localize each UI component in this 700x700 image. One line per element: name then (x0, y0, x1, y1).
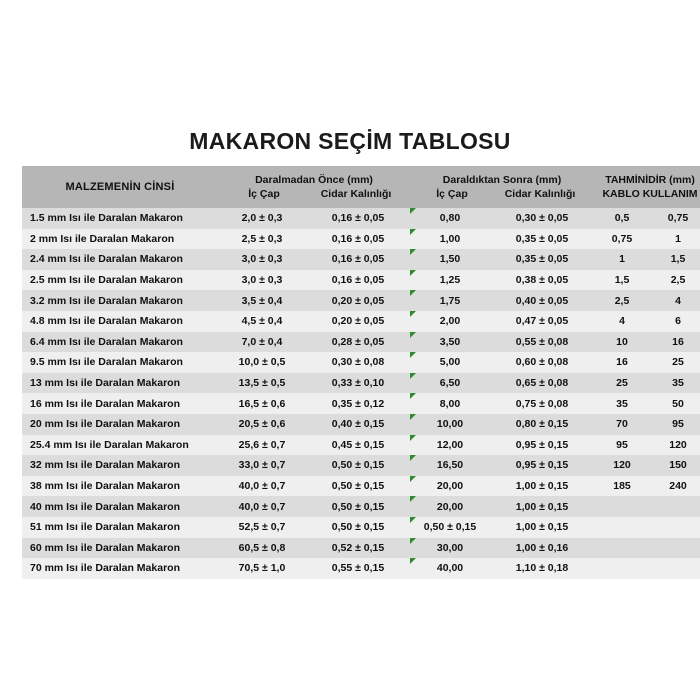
cell-cable-min: 4 (619, 315, 625, 328)
cell-material: 51 mm Isı ile Daralan Makaron (30, 521, 180, 534)
cell-cable-max: 35 (672, 377, 684, 390)
table-body (22, 208, 700, 579)
cell-material: 70 mm Isı ile Daralan Makaron (30, 562, 180, 575)
cell-cable-min: 1 (619, 253, 625, 266)
cell-before-inner-diameter: 16,5 ± 0,6 (238, 397, 286, 410)
table-row (22, 435, 700, 456)
table-row (22, 229, 700, 250)
cell-material: 32 mm Isı ile Daralan Makaron (30, 459, 180, 472)
header-estimate-group (594, 166, 700, 208)
cell-cable-min: 0,5 (614, 212, 630, 225)
cell-after-inner-diameter: 40,00 (410, 558, 490, 579)
cell-before-inner-diameter: 2,5 ± 0,3 (241, 232, 283, 245)
cell-before-wall-thickness: 0,50 ± 0,15 (331, 500, 385, 513)
header-after-inner: İç Çap (436, 188, 468, 200)
table-row (22, 517, 700, 538)
cell-cable-max: 150 (669, 459, 687, 472)
spec-table-container (22, 166, 698, 579)
cell-before-inner-diameter: 33,0 ± 0,7 (238, 459, 286, 472)
cell-after-inner-diameter: 6,50 (410, 373, 490, 394)
cell-cable-min (594, 496, 650, 517)
cell-after-inner-diameter: 20,00 (410, 496, 490, 517)
cell-before-inner-diameter: 7,0 ± 0,4 (241, 335, 283, 348)
cell-before-wall-thickness: 0,30 ± 0,08 (331, 356, 385, 369)
cell-material: 20 mm Isı ile Daralan Makaron (30, 418, 180, 431)
cell-before-inner-diameter: 3,0 ± 0,3 (241, 274, 283, 287)
cell-cable-min: 70 (616, 418, 628, 431)
cell-after-wall-thickness: 0,35 ± 0,05 (515, 253, 569, 266)
cell-after-wall-thickness: 0,40 ± 0,05 (515, 294, 569, 307)
table-row (22, 538, 700, 559)
cell-after-wall-thickness: 1,00 ± 0,15 (515, 500, 569, 513)
cell-before-wall-thickness: 0,50 ± 0,15 (331, 459, 385, 472)
header-after-group (410, 166, 594, 208)
cell-after-inner-diameter: 2,00 (410, 311, 490, 332)
cell-cable-min: 35 (616, 397, 628, 410)
cell-before-wall-thickness: 0,20 ± 0,05 (331, 315, 385, 328)
cell-cable-max (650, 517, 700, 538)
cell-material: 2.5 mm Isı ile Daralan Makaron (30, 274, 183, 287)
cell-cable-min: 0,75 (611, 232, 633, 245)
makaron-selection-table (22, 166, 700, 579)
cell-cable-max: 16 (672, 335, 684, 348)
cell-before-wall-thickness: 0,28 ± 0,05 (331, 335, 385, 348)
table-row (22, 476, 700, 497)
cell-material: 16 mm Isı ile Daralan Makaron (30, 397, 180, 410)
cell-before-wall-thickness: 0,50 ± 0,15 (331, 521, 385, 534)
cell-after-inner-diameter: 3,50 (410, 332, 490, 353)
cell-cable-max: 1,5 (670, 253, 686, 266)
cell-cable-min (594, 538, 650, 559)
cell-after-inner-diameter: 12,00 (410, 435, 490, 456)
cell-after-inner-diameter: 10,00 (410, 414, 490, 435)
cell-after-wall-thickness: 0,65 ± 0,08 (515, 377, 569, 390)
header-before-group (218, 166, 410, 208)
header-cable-use: KABLO KULLANIM (602, 188, 698, 200)
cell-before-inner-diameter: 25,6 ± 0,7 (238, 438, 286, 451)
cell-after-inner-diameter: 8,00 (410, 393, 490, 414)
cell-cable-min: 25 (616, 377, 628, 390)
cell-after-inner-diameter: 30,00 (410, 538, 490, 559)
cell-cable-min (594, 517, 650, 538)
cell-cable-min: 2,5 (614, 294, 630, 307)
cell-cable-min: 95 (616, 438, 628, 451)
cell-before-wall-thickness: 0,16 ± 0,05 (331, 232, 385, 245)
cell-before-inner-diameter: 13,5 ± 0,5 (238, 377, 286, 390)
cell-before-inner-diameter: 4,5 ± 0,4 (241, 315, 283, 328)
table-header (22, 166, 700, 208)
cell-material: 40 mm Isı ile Daralan Makaron (30, 500, 180, 513)
cell-before-wall-thickness: 0,20 ± 0,05 (331, 294, 385, 307)
cell-after-inner-diameter: 1,00 (410, 229, 490, 250)
cell-after-inner-diameter: 1,50 (410, 249, 490, 270)
cell-material: 4.8 mm Isı ile Daralan Makaron (30, 315, 183, 328)
header-before-subs (218, 187, 410, 201)
cell-cable-max: 6 (675, 315, 681, 328)
table-row (22, 249, 700, 270)
cell-after-inner-diameter: 20,00 (410, 476, 490, 497)
cell-cable-max (650, 496, 700, 517)
cell-after-wall-thickness: 0,75 ± 0,08 (515, 397, 569, 410)
cell-before-wall-thickness: 0,50 ± 0,15 (331, 480, 385, 493)
cell-after-wall-thickness: 0,60 ± 0,08 (515, 356, 569, 369)
cell-after-wall-thickness: 1,00 ± 0,15 (515, 480, 569, 493)
cell-before-wall-thickness: 0,33 ± 0,10 (331, 377, 385, 390)
cell-material: 60 mm Isı ile Daralan Makaron (30, 541, 180, 554)
table-row (22, 208, 700, 229)
cell-before-inner-diameter: 60,5 ± 0,8 (238, 541, 286, 554)
cell-before-inner-diameter: 20,5 ± 0,6 (238, 418, 286, 431)
cell-after-wall-thickness: 0,30 ± 0,05 (515, 212, 569, 225)
cell-cable-min (594, 558, 650, 579)
cell-material: 1.5 mm Isı ile Daralan Makaron (30, 212, 183, 225)
cell-material: 13 mm Isı ile Daralan Makaron (30, 377, 180, 390)
cell-after-wall-thickness: 0,95 ± 0,15 (515, 438, 569, 451)
cell-after-inner-diameter: 1,25 (410, 270, 490, 291)
cell-cable-max: 0,75 (667, 212, 689, 225)
cell-material: 25.4 mm Isı ile Daralan Makaron (30, 438, 189, 451)
page-title: MAKARON SEÇİM TABLOSU (189, 128, 511, 154)
table-row (22, 270, 700, 291)
cell-cable-max: 4 (675, 294, 681, 307)
cell-before-inner-diameter: 10,0 ± 0,5 (238, 356, 286, 369)
cell-after-inner-diameter: 5,00 (410, 352, 490, 373)
cell-cable-max: 95 (672, 418, 684, 431)
cell-before-wall-thickness: 0,35 ± 0,12 (331, 397, 385, 410)
header-after-title: Daraldıktan Sonra (mm) (442, 173, 562, 186)
header-after-wall: Cidar Kalınlığı (504, 188, 576, 200)
table-row (22, 290, 700, 311)
cell-material: 2.4 mm Isı ile Daralan Makaron (30, 253, 183, 266)
cell-before-inner-diameter: 3,0 ± 0,3 (241, 253, 283, 266)
header-before-title: Daralmadan Önce (mm) (255, 173, 373, 186)
cell-after-inner-diameter: 16,50 (410, 455, 490, 476)
cell-after-inner-diameter: 1,75 (410, 290, 490, 311)
cell-cable-min: 120 (613, 459, 631, 472)
header-estimate-title: TAHMİNİDİR (mm) (605, 173, 695, 186)
cell-cable-max: 240 (669, 480, 687, 493)
cell-cable-max: 1 (675, 232, 681, 245)
cell-after-wall-thickness: 0,55 ± 0,08 (515, 335, 569, 348)
cell-before-inner-diameter: 70,5 ± 1,0 (238, 562, 286, 575)
cell-cable-max (650, 538, 700, 559)
cell-material: 6.4 mm Isı ile Daralan Makaron (30, 335, 183, 348)
cell-cable-max: 50 (672, 397, 684, 410)
table-row (22, 393, 700, 414)
header-after-subs (410, 187, 594, 201)
table-row (22, 311, 700, 332)
cell-cable-min: 1,5 (614, 274, 630, 287)
cell-before-wall-thickness: 0,40 ± 0,15 (331, 418, 385, 431)
cell-cable-min: 16 (616, 356, 628, 369)
cell-after-wall-thickness: 0,35 ± 0,05 (515, 232, 569, 245)
cell-before-inner-diameter: 40,0 ± 0,7 (238, 500, 286, 513)
cell-material: 2 mm Isı ile Daralan Makaron (30, 232, 175, 245)
cell-after-wall-thickness: 1,10 ± 0,18 (515, 562, 569, 575)
cell-cable-min: 10 (616, 335, 628, 348)
cell-before-inner-diameter: 3,5 ± 0,4 (241, 294, 283, 307)
cell-cable-max: 25 (672, 356, 684, 369)
cell-after-wall-thickness: 1,00 ± 0,15 (515, 521, 569, 534)
table-row (22, 373, 700, 394)
cell-before-wall-thickness: 0,16 ± 0,05 (331, 253, 385, 266)
cell-after-wall-thickness: 0,38 ± 0,05 (515, 274, 569, 287)
cell-before-wall-thickness: 0,52 ± 0,15 (331, 541, 385, 554)
cell-cable-min: 185 (613, 480, 631, 493)
cell-after-wall-thickness: 0,47 ± 0,05 (515, 315, 569, 328)
cell-before-wall-thickness: 0,16 ± 0,05 (331, 212, 385, 225)
cell-before-wall-thickness: 0,16 ± 0,05 (331, 274, 385, 287)
cell-before-wall-thickness: 0,55 ± 0,15 (331, 562, 385, 575)
header-before-wall: Cidar Kalınlığı (320, 188, 392, 200)
table-row (22, 352, 700, 373)
cell-after-wall-thickness: 1,00 ± 0,16 (515, 541, 569, 554)
cell-before-inner-diameter: 52,5 ± 0,7 (238, 521, 286, 534)
header-material: MALZEMENİN CİNSİ (22, 166, 218, 208)
cell-cable-max (650, 558, 700, 579)
table-row (22, 558, 700, 579)
cell-before-inner-diameter: 40,0 ± 0,7 (238, 480, 286, 493)
header-before-inner: İç Çap (248, 188, 280, 200)
table-row (22, 496, 700, 517)
cell-cable-max: 2,5 (670, 274, 686, 287)
cell-after-inner-diameter: 0,50 ± 0,15 (410, 517, 490, 538)
table-row (22, 332, 700, 353)
cell-cable-max: 120 (669, 438, 687, 451)
cell-after-wall-thickness: 0,80 ± 0,15 (515, 418, 569, 431)
table-row (22, 455, 700, 476)
cell-material: 3.2 mm Isı ile Daralan Makaron (30, 294, 183, 307)
cell-before-wall-thickness: 0,45 ± 0,15 (331, 438, 385, 451)
cell-material: 9.5 mm Isı ile Daralan Makaron (30, 356, 183, 369)
cell-material: 38 mm Isı ile Daralan Makaron (30, 480, 180, 493)
table-header-row (22, 166, 700, 208)
cell-before-inner-diameter: 2,0 ± 0,3 (241, 212, 283, 225)
cell-after-wall-thickness: 0,95 ± 0,15 (515, 459, 569, 472)
table-row (22, 414, 700, 435)
cell-after-inner-diameter: 0,80 (410, 208, 490, 229)
